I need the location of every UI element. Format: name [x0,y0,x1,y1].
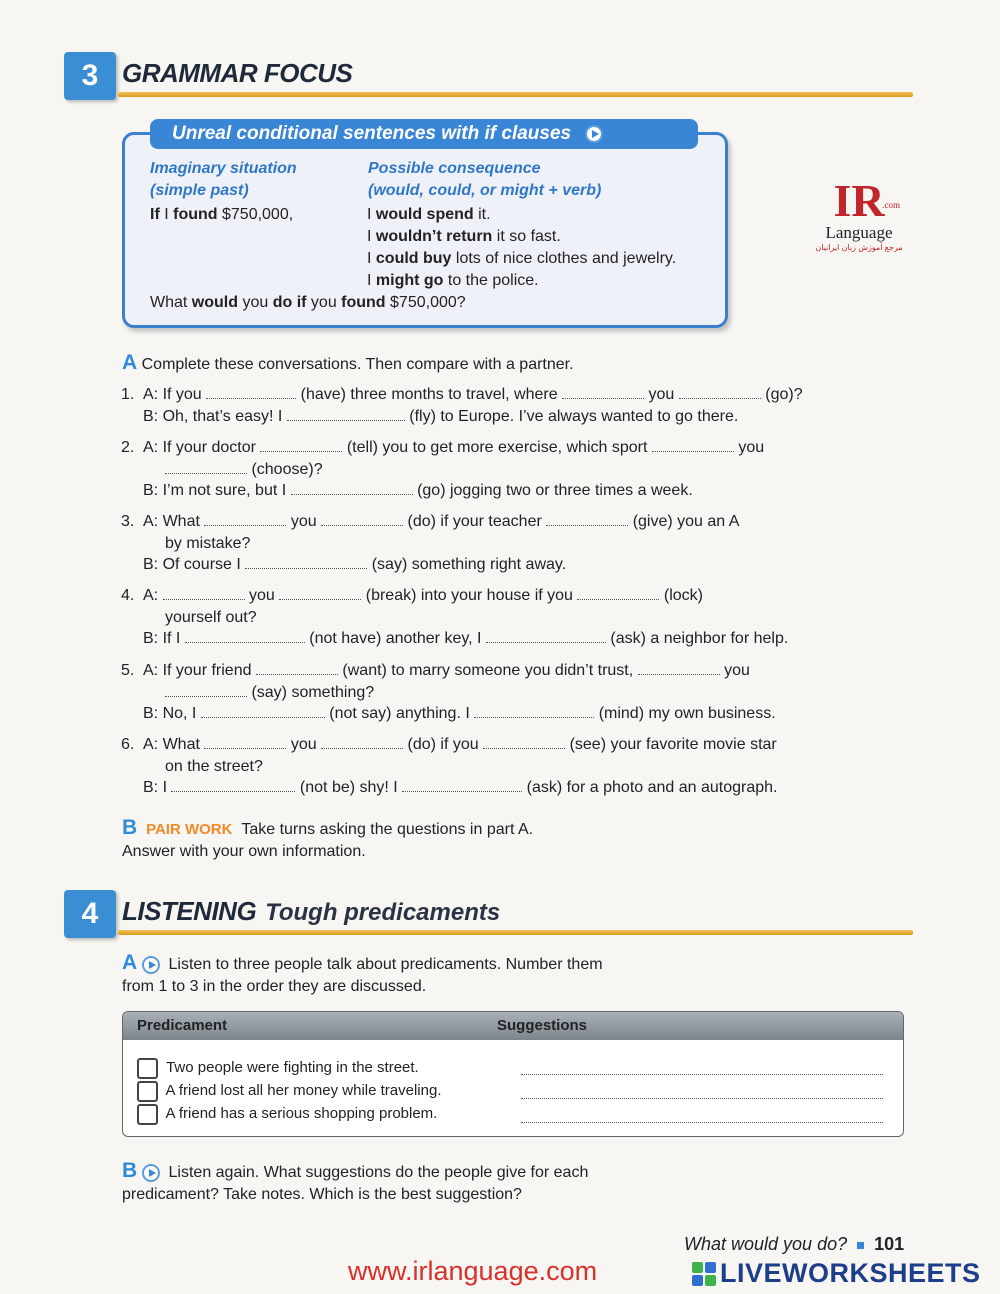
blank[interactable] [165,461,247,474]
grammar-box-title-bar [150,119,698,149]
logo-dotcom: .com [882,200,900,210]
blank[interactable] [256,662,338,675]
blank[interactable] [204,736,286,749]
blank[interactable] [638,662,720,675]
suggestion-lines [521,1062,883,1123]
section-title-listening: LISTENING Tough predicaments [122,896,501,926]
exercise-item-5: 5. A: If your friend (want) to marry someone you didn’t trust, you (say) something? B: No, I (not say) anything. I (mind) my own business. [121,662,776,722]
blank[interactable] [260,439,342,452]
section-number-4: 4 [64,890,116,938]
table-row: Two people were fighting in the street. [137,1056,442,1079]
blank[interactable] [291,482,413,495]
if-clause-example: If I found $750,000, [150,206,294,223]
exercise-item-2: 2. A: If your doctor (tell) you to get more exercise, which sport you (choose)? B: I’m not sure, but I (go) jogging two or three times a week. [121,439,765,499]
exercise-item-4: 4. A: you (break) into your house if you (lock) yourself out? B: If I (not have) another key, I (ask) a neighbor for help. [121,587,789,647]
predicament-table [122,1011,904,1137]
section-rule [118,930,913,935]
blank[interactable] [279,587,361,600]
page-number: 101 [874,1234,905,1254]
blank[interactable] [562,386,644,399]
blank[interactable] [204,513,286,526]
section-title-grammar-focus: GRAMMAR FOCUS [122,58,353,88]
exercise-item-1: 1. A: If you (have) three months to travel, where you (go)? B: Oh, that’s easy! I (fly) to Europe. I’ve always wanted to go there. [121,386,803,425]
running-title: What would you do? [684,1234,848,1254]
number-checkbox[interactable] [137,1081,158,1102]
column-header-suggestions: Suggestions [497,1017,588,1034]
suggestion-blank[interactable] [521,1086,883,1099]
blank[interactable] [577,587,659,600]
page-footer [684,1234,904,1255]
logo-letters: IR [833,175,885,226]
blank[interactable] [287,408,405,421]
exercise-item-6: 6. A: What you (do) if you (see) your favorite movie star on the street? B: I (not be) shy! I (ask) for a photo and an autograph. [121,736,778,796]
blank[interactable] [206,386,296,399]
part-a-instruction: A Complete these conversations. Then compare with a partner. [122,351,574,374]
blank[interactable] [185,630,305,643]
bullet-square [857,1242,864,1249]
section-rule [118,92,913,97]
grammar-box-title: Unreal conditional sentences with if clauses [172,123,572,144]
liveworksheets-logo-icon [692,1262,716,1286]
col1-heading: Imaginary situation (simple past) [150,160,297,199]
listening-part-a: A Listen to three people talk about predicaments. Number them from 1 to 3 in the order they are discussed. [122,951,603,995]
watermark-url[interactable]: www.irlanguage.com [348,1256,598,1286]
consequence-item: I would spend it. [367,206,491,223]
blank[interactable] [163,587,245,600]
blank[interactable] [474,705,594,718]
exercise-item-3: 3. A: What you (do) if your teacher (give) you an A by mistake? B: Of course I (say) something right away. [121,513,740,573]
liveworksheets-brand[interactable] [692,1258,981,1289]
table-header [123,1012,903,1040]
irlanguage-logo [814,175,904,264]
consequence-list [367,204,676,292]
audio-play-icon[interactable] [585,125,603,143]
logo-tagline: مرجع آموزش زبان ایرانیان [815,243,903,252]
blank[interactable] [679,386,761,399]
table-row: A friend has a serious shopping problem. [137,1102,442,1125]
audio-play-icon[interactable] [142,956,160,974]
consequence-item: I wouldn’t return it so fast. [367,228,561,245]
blank[interactable] [165,684,247,697]
consequence-item: I could buy lots of nice clothes and jewelry. [367,250,677,267]
blank[interactable] [171,779,295,792]
audio-play-icon[interactable] [142,1164,160,1182]
blank[interactable] [652,439,734,452]
table-row: A friend lost all her money while traveling. [137,1079,442,1102]
suggestion-blank[interactable] [521,1110,883,1123]
col2-heading: Possible consequence (would, could, or might + verb) [368,160,602,199]
blank[interactable] [201,705,325,718]
column-header-predicament: Predicament [137,1017,228,1034]
blank[interactable] [321,513,403,526]
part-b-pair-work: B PAIR WORK Take turns asking the questions in part A. Answer with your own information. [122,816,534,860]
suggestion-blank[interactable] [521,1062,883,1075]
example-question: What would you do if you found $750,000? [150,294,466,311]
listening-part-b: B Listen again. What suggestions do the people give for each predicament? Take notes. Which is the best suggestion? [122,1159,589,1203]
blank[interactable] [486,630,606,643]
blank[interactable] [483,736,565,749]
section-number-3: 3 [64,52,116,100]
number-checkbox[interactable] [137,1058,158,1079]
blank[interactable] [245,556,367,569]
logo-word: Language [825,223,893,242]
blank[interactable] [402,779,522,792]
brand-text: LIVEWORKSHEETS [720,1258,981,1288]
consequence-item: I might go to the police. [367,272,539,289]
table-rows [137,1056,442,1125]
blank[interactable] [321,736,403,749]
blank[interactable] [546,513,628,526]
number-checkbox[interactable] [137,1104,158,1125]
